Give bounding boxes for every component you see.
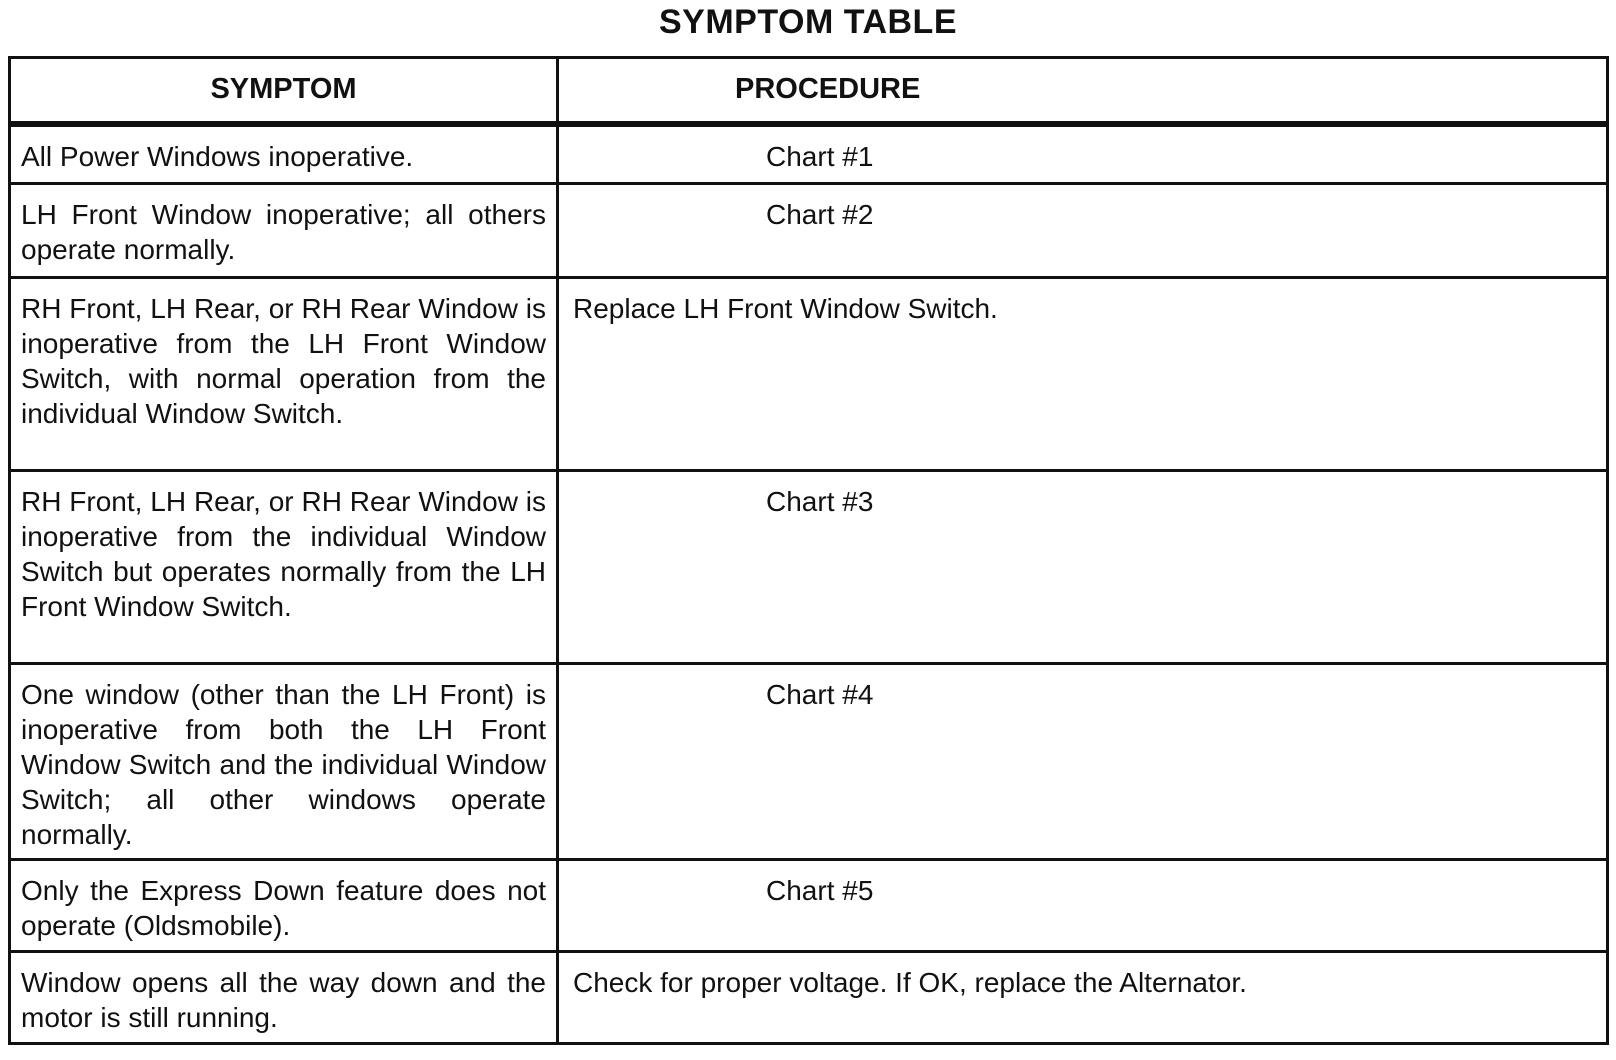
procedure-cell: Chart #4 bbox=[558, 664, 1608, 860]
symptom-cell: RH Front, LH Rear, or RH Rear Window is inoperative from the LH Front Window Switch, with normal operation from the individual Window Switch. bbox=[10, 278, 558, 471]
column-header-symptom: SYMPTOM bbox=[10, 58, 558, 124]
symptom-table bbox=[8, 56, 1609, 1045]
table-row bbox=[10, 952, 1608, 1044]
symptom-cell: RH Front, LH Rear, or RH Rear Window is inoperative from the individual Window Switch but operates normally from the LH Front Window Switch. bbox=[10, 471, 558, 664]
page-title: SYMPTOM TABLE bbox=[658, 3, 958, 41]
procedure-cell: Check for proper voltage. If OK, replace the Alternator. bbox=[558, 952, 1608, 1044]
procedure-cell: Chart #5 bbox=[558, 860, 1608, 952]
table-row bbox=[10, 184, 1608, 278]
symptom-cell: Only the Express Down feature does not operate (Oldsmobile). bbox=[10, 860, 558, 952]
symptom-cell: Window opens all the way down and the motor is still running. bbox=[10, 952, 558, 1044]
table-row bbox=[10, 471, 1608, 664]
symptom-cell: LH Front Window inoperative; all others operate normally. bbox=[10, 184, 558, 278]
procedure-cell: Chart #2 bbox=[558, 184, 1608, 278]
table-row bbox=[10, 860, 1608, 952]
procedure-cell: Chart #1 bbox=[558, 124, 1608, 184]
table-row bbox=[10, 278, 1608, 471]
procedure-cell: Chart #3 bbox=[558, 471, 1608, 664]
table-row bbox=[10, 124, 1608, 184]
column-header-procedure: PROCEDURE bbox=[558, 58, 1608, 124]
procedure-cell: Replace LH Front Window Switch. bbox=[558, 278, 1608, 471]
symptom-cell: One window (other than the LH Front) is inoperative from both the LH Front Window Switch and the individual Window Switch; all other windows operate normally. bbox=[10, 664, 558, 860]
table-row bbox=[10, 664, 1608, 860]
table-header-row bbox=[10, 58, 1608, 124]
symptom-cell: All Power Windows inoperative. bbox=[10, 124, 558, 184]
